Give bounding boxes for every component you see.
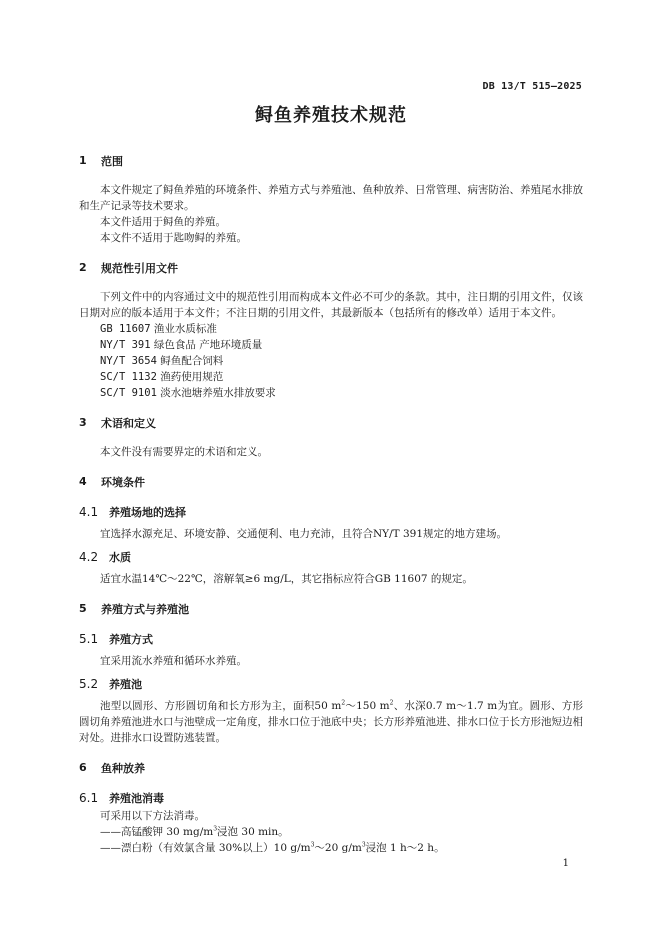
- paragraph: 适宜水温14℃～22℃，溶解氧≥6 mg/L，其它指标应符合GB 11607 的规定。: [100, 573, 473, 585]
- paragraph: 宜采用流水养殖和循环水养殖。: [100, 655, 247, 667]
- paragraph: 本文件规定了鲟鱼养殖的环境条件、养殖方式与养殖池、鱼种放养、日常管理、病害防治、养殖尾水排放和生产记录等技术要求。: [79, 184, 583, 212]
- text-run: 池型以圆形、方形圆切角和长方形为主，面积50 m: [100, 700, 342, 712]
- reference-item: [79, 353, 583, 369]
- paragraph: 本文件没有需要界定的术语和定义。: [100, 446, 268, 458]
- section-2-heading: [79, 259, 583, 276]
- reference-name: 绿色食品 产地环境质量: [153, 339, 263, 351]
- subsection-6-1-heading: [79, 789, 583, 806]
- superscript: 2: [341, 699, 346, 707]
- section-title: 范围: [101, 154, 123, 168]
- text-run: ——高锰酸钾 30 mg/m: [100, 826, 214, 838]
- document-title: 鲟鱼养殖技术规范: [255, 105, 407, 126]
- superscript: 3: [361, 841, 366, 849]
- section-3-heading: [79, 414, 583, 431]
- reference-item: [79, 321, 583, 337]
- subsection-number: 4.2: [79, 549, 99, 564]
- reference-code: NY/T 391: [100, 339, 151, 351]
- reference-item: [79, 385, 583, 401]
- superscript: 3: [213, 825, 218, 833]
- superscript: 2: [389, 699, 394, 707]
- list-item: [79, 824, 583, 840]
- subsection-title: 养殖池消毒: [109, 791, 164, 805]
- text-run: 、水深0.7 m～1.7 m为宜。圆形、方形圆切角养殖池进水口与池壁成一定角度，排水口位于池底中央；长方形养殖池进、排水口位于长方形池短边相对处。进排水口设置防逃装置。: [79, 700, 583, 744]
- paragraph: 下列文件中的内容通过文中的规范性引用而构成本文件必不可少的条款。其中，注日期的引用文件，仅该日期对应的版本适用于本文件；不注日期的引用文件，其最新版本（包括所有的修改单）适用于本文件。: [79, 291, 583, 319]
- section-title: 鱼种放养: [101, 761, 145, 775]
- subsection-4-1-heading: [79, 503, 583, 520]
- subsection-number: 4.1: [79, 504, 99, 519]
- subsection-title: 水质: [109, 550, 131, 564]
- section-number: 3: [79, 416, 87, 429]
- reference-name: 渔药使用规范: [160, 371, 224, 383]
- text-run: ～150 m: [345, 700, 390, 712]
- section-title: 养殖方式与养殖池: [101, 602, 189, 616]
- section-number: 6: [79, 761, 87, 774]
- reference-name: 鲟鱼配合饲料: [160, 355, 224, 367]
- section-title: 规范性引用文件: [101, 261, 178, 275]
- section-4-heading: [79, 473, 583, 490]
- section-number: 1: [79, 154, 87, 167]
- reference-code: SC/T 9101: [100, 387, 157, 399]
- reference-name: 渔业水质标准: [153, 323, 217, 335]
- reference-name: 淡水池塘养殖水排放要求: [160, 387, 276, 399]
- subsection-number: 5.2: [79, 676, 99, 691]
- text-run: 浸泡 1 h～2 h。: [365, 842, 445, 854]
- subsection-number: 5.1: [79, 631, 99, 646]
- reference-item: [79, 337, 583, 353]
- section-number: 5: [79, 602, 87, 615]
- paragraph: 本文件不适用于匙吻鲟的养殖。: [100, 232, 247, 244]
- subsection-title: 养殖方式: [109, 632, 153, 646]
- reference-code: SC/T 1132: [100, 371, 157, 383]
- paragraph: 宜选择水源充足、环境安静、交通便利、电力充沛，且符合NY/T 391规定的地方建场。: [100, 528, 508, 540]
- paragraph: 可采用以下方法消毒。: [100, 810, 205, 822]
- section-number: 2: [79, 261, 87, 274]
- superscript: 3: [310, 841, 315, 849]
- paragraph: 本文件适用于鲟鱼的养殖。: [100, 216, 226, 228]
- section-1-heading: [79, 152, 583, 169]
- section-6-heading: [79, 759, 583, 776]
- subsection-title: 养殖场地的选择: [109, 505, 186, 519]
- subsection-title: 养殖池: [109, 677, 142, 691]
- section-title: 环境条件: [101, 475, 145, 489]
- subsection-5-1-heading: [79, 630, 583, 647]
- list-item: [79, 840, 583, 856]
- subsection-5-2-heading: [79, 675, 583, 692]
- document-body: [79, 152, 583, 856]
- standard-code: DB 13/T 515—2025: [482, 81, 582, 92]
- paragraph: [79, 698, 583, 746]
- section-number: 4: [79, 475, 87, 488]
- text-run: ～20 g/m: [314, 842, 362, 854]
- text-run: ——漂白粉（有效氯含量 30%以上）10 g/m: [100, 842, 311, 854]
- reference-item: [79, 369, 583, 385]
- section-title: 术语和定义: [101, 416, 156, 430]
- subsection-number: 6.1: [79, 790, 99, 805]
- section-5-heading: [79, 600, 583, 617]
- text-run: 浸泡 30 min。: [217, 826, 289, 838]
- reference-code: GB 11607: [100, 323, 151, 335]
- reference-code: NY/T 3654: [100, 355, 157, 367]
- subsection-4-2-heading: [79, 548, 583, 565]
- page-number: 1: [562, 858, 569, 869]
